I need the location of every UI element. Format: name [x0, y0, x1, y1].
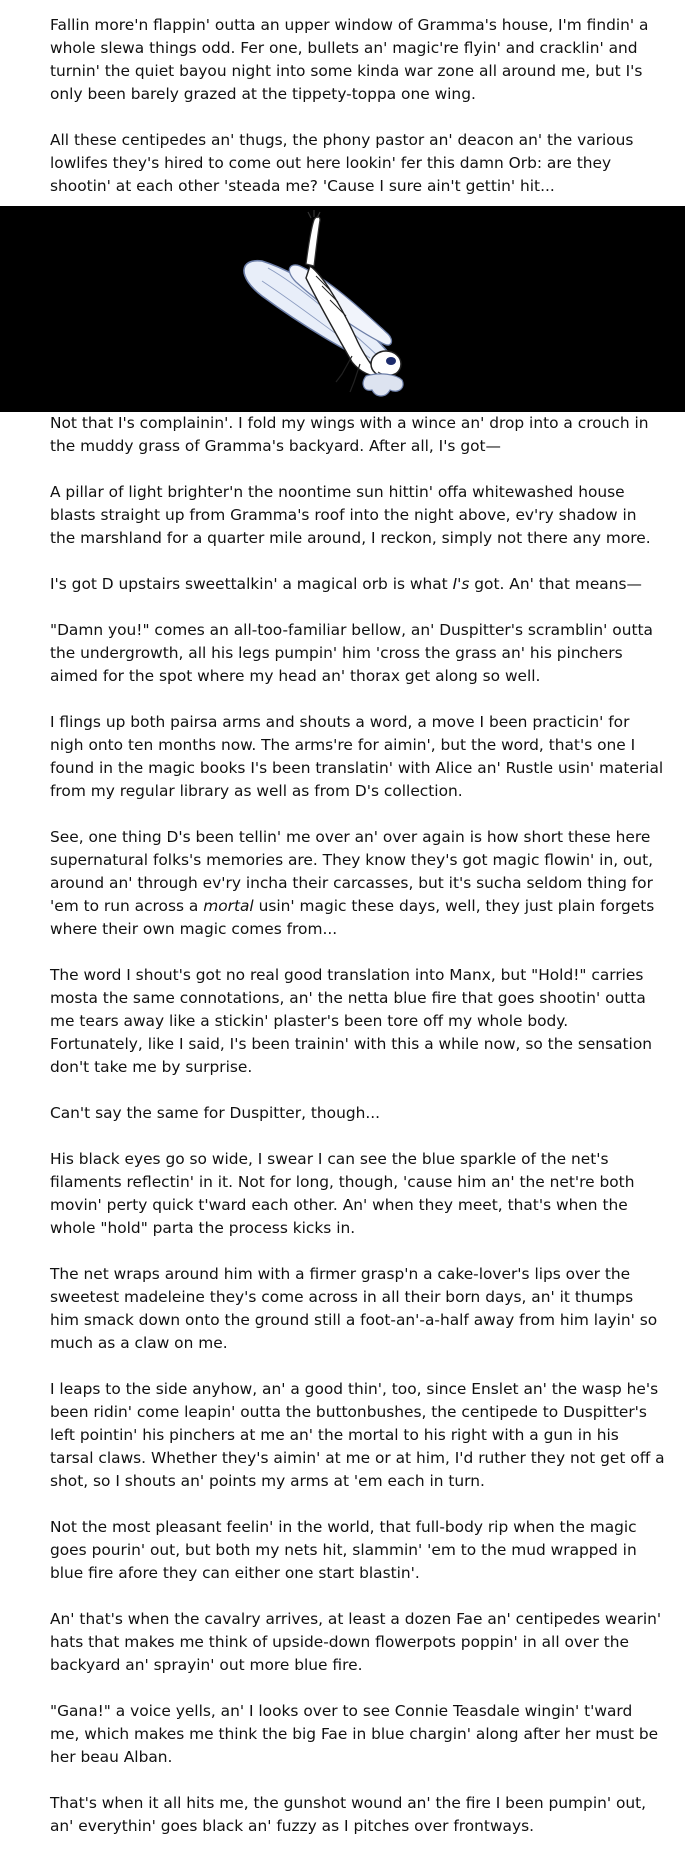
story-text-top [0, 0, 685, 198]
paragraph: Not that I's complainin'. I fold my wings with a wince an' drop into a crouch in the muddy grass of Gramma's backyard. After all, I's got— [50, 414, 649, 455]
paragraph: I's got D upstairs sweettalkin' a magical orb is what I's got. An' that means— [50, 575, 642, 593]
paragraph: The word I shout's got no real good translation into Manx, but "Hold!" carries mosta the same connotations, an' the netta blue fire that goes shootin' outta me tears away like a stickin' plaster's been tore off my whole body. Fortunately, like I said, I's been trainin' with this a while now, so the sensation don't take me by surprise. [50, 966, 652, 1076]
paragraph: See, one thing D's been tellin' me over an' over again is how short these here supernatural folks's memories are. They know they's got magic flowin' in, out, around an' through ev'ry incha their carcasses, but it's sucha seldom thing for 'em to run across a mortal usin' magic these days, well, they just plain forgets where their own magic comes from... [50, 828, 655, 938]
paragraph: The net wraps around him with a firmer grasp'n a cake-lover's lips over the sweetest madeleine they's come across in all their born days, an' it thumps him smack down onto the ground still a foot-an'-a-half away from him layin' so much as a claw on me. [50, 1265, 658, 1352]
story-text-bottom [0, 412, 685, 1838]
paragraph: All these centipedes an' thugs, the phony pastor an' deacon an' the various lowlifes they's hired to come out here lookin' fer this damn Orb: are they shootin' at each other 'steada me? 'Cause I sure ain't gettin' hit... [50, 131, 634, 195]
paragraph: "Damn you!" comes an all-too-familiar bellow, an' Duspitter's scramblin' outta the undergrowth, all his legs pumpin' him 'cross the grass an' his pinchers aimed for the spot where my head an' thorax get along so well. [50, 621, 653, 685]
paragraph: I flings up both pairsa arms and shouts a word, a move I been practicin' for nigh onto ten months now. The arms're for aimin', but the word, that's one I found in the magic books I's been translatin' with Alice an' Rustle usin' material from my regular library as well as from D's collection. [50, 713, 664, 800]
paragraph: Fallin more'n flappin' outta an upper window of Gramma's house, I'm findin' a whole slewa things odd. Fer one, bullets an' magic're flyin' and cracklin' and turnin' the quiet bayou night into some kinda war zone all around me, but I's only been barely grazed at the tippety-toppa one wing. [50, 16, 649, 103]
paragraph: "Gana!" a voice yells, an' I looks over to see Connie Teasdale wingin' t'ward me, which makes me think the big Fae in blue chargin' along after her must be her beau Alban. [50, 1702, 659, 1766]
comic-panel [0, 206, 685, 412]
falling-bug-illustration [0, 206, 685, 412]
paragraph: That's when it all hits me, the gunshot wound an' the fire I been pumpin' out, an' everythin' goes black an' fuzzy as I pitches over frontways. [50, 1794, 647, 1835]
paragraph: I leaps to the side anyhow, an' a good thin', too, since Enslet an' the wasp he's been ridin' come leapin' outta the buttonbushes, the centipede to Duspitter's left pointin' his pinchers at me an' the mortal to his right with a gun in his tarsal claws. Whether they's aimin' at me or at him, I'd ruther they not get off a shot, so I shouts an' points my arms at 'em each in turn. [50, 1380, 665, 1490]
paragraph: His black eyes go so wide, I swear I can see the blue sparkle of the net's filaments reflectin' in it. Not for long, though, 'cause him an' the net're both movin' perty quick t'ward each other. An' when they meet, that's when the whole "hold" parta the process kicks in. [50, 1150, 635, 1237]
paragraph: A pillar of light brighter'n the noontime sun hittin' offa whitewashed house blasts straight up from Gramma's roof into the night above, ev'ry shadow in the marshland for a quarter mile around, I reckon, simply not there any more. [50, 483, 651, 547]
paragraph: An' that's when the cavalry arrives, at least a dozen Fae an' centipedes wearin' hats that makes me think of upside-down flowerpots poppin' in all over the backyard an' sprayin' out more blue fire. [50, 1610, 662, 1674]
paragraph: Can't say the same for Duspitter, though... [50, 1104, 381, 1122]
paragraph: Not the most pleasant feelin' in the world, that full-body rip when the magic goes pourin' out, but both my nets hit, slammin' 'em to the mud wrapped in blue fire afore they can either one start blastin'. [50, 1518, 637, 1582]
